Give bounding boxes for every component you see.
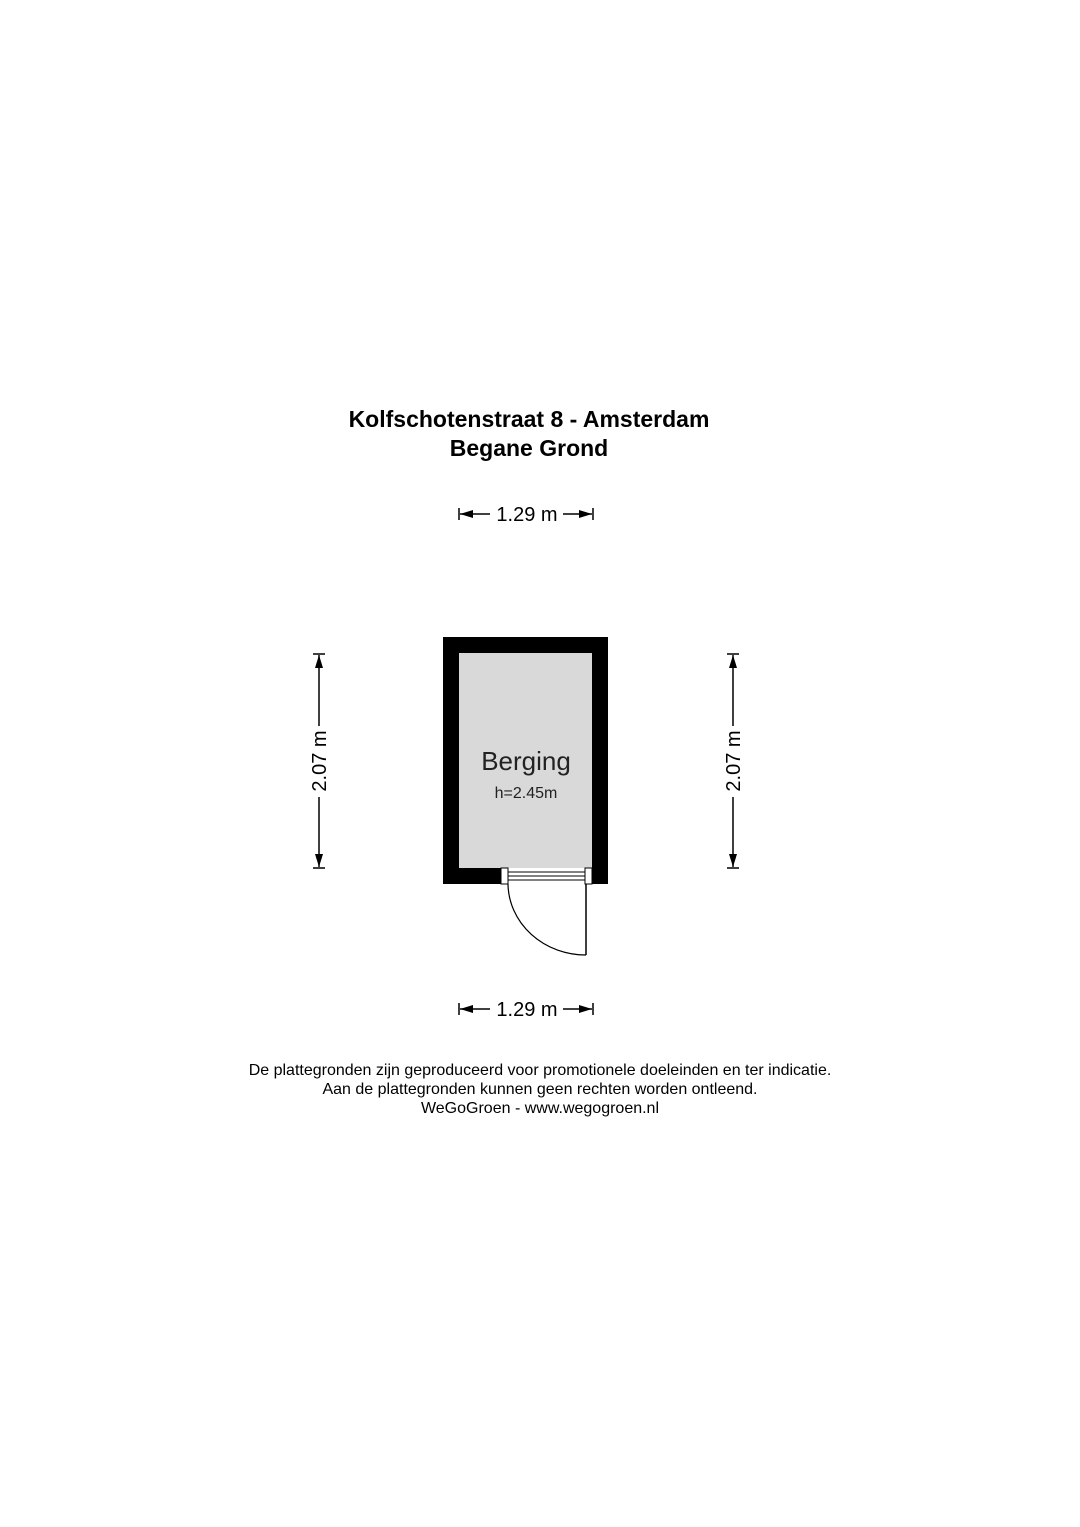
room-height: h=2.45m (494, 785, 558, 802)
room-name: Berging (481, 746, 571, 776)
dimension-right-depth (723, 654, 745, 868)
dimension-top-label: 1.29 m (496, 504, 558, 526)
dimension-top-width (459, 504, 593, 526)
plan-title-floor: Begane Grond (449, 435, 609, 461)
door (501, 868, 592, 955)
dimension-bottom-label: 1.29 m (496, 999, 558, 1021)
dimension-left-depth (309, 654, 331, 868)
credit-line: WeGoGroen - www.wegogroen.nl (420, 1100, 660, 1117)
disclaimer-line-1: De plattegronden zijn geproduceerd voor promotionele doeleinden en ter indicatie. (248, 1062, 832, 1079)
dimension-bottom-width (459, 999, 593, 1021)
dimension-left-label: 2.07 m (309, 730, 331, 792)
plan-title-address: Kolfschotenstraat 8 - Amsterdam (348, 406, 710, 432)
disclaimer-line-2: Aan de plattegronden kunnen geen rechten worden ontleend. (322, 1081, 758, 1098)
dimension-right-label: 2.07 m (723, 730, 745, 792)
